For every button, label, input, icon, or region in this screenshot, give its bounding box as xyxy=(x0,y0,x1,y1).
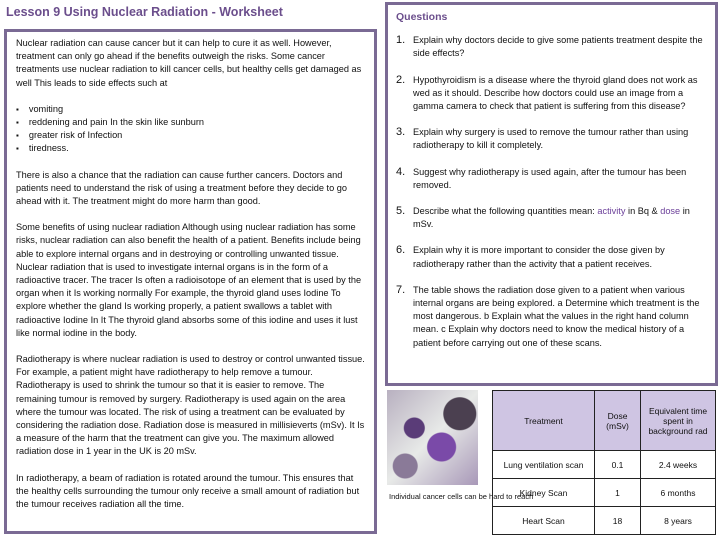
question-number: 6. xyxy=(396,244,406,257)
table-cell: 1 xyxy=(595,479,641,507)
question-number: 1. xyxy=(396,34,406,47)
highlight-activity: activity xyxy=(597,206,626,217)
cancer-cells-image xyxy=(387,390,478,485)
table-cell: 0.1 xyxy=(595,451,641,479)
page-title: Lesson 9 Using Nuclear Radiation - Worksheet xyxy=(6,5,283,19)
question-text xyxy=(413,205,707,231)
reading-passage xyxy=(4,29,377,534)
questions-heading: Questions xyxy=(396,11,448,23)
table-row xyxy=(493,507,716,535)
column-header: Treatment xyxy=(493,391,595,451)
table-cell: Heart Scan xyxy=(493,507,595,535)
question xyxy=(396,166,707,192)
paragraph: Nuclear radiation can cause cancer but it can help to cure it as well. However, treatment can only go ahead if the benefits outweigh the risks. Some cancer treatments use nuclear radiation to kill cancer cells, but healthy cells get damaged as well This leads to side effects such at xyxy=(16,38,362,88)
table-cell: 2.4 weeks xyxy=(641,451,716,479)
table-row xyxy=(493,451,716,479)
table-row xyxy=(493,479,716,507)
table-cell: 8 years xyxy=(641,507,716,535)
list-item: ▪ greater risk of Infection xyxy=(16,129,365,142)
list-item: ▪ vomiting xyxy=(16,103,365,116)
question xyxy=(396,244,707,270)
question xyxy=(396,34,707,60)
question-text: Explain why it is more important to consider the dose given by radiotherapy rather than the activity that a patient receives. xyxy=(413,245,665,269)
paragraph: In radiotherapy, a beam of radiation is rotated around the tumour. This ensures that the healthy cells surrounding the tumour only receive a small amount of radiation but the tumour receives radiation all the time. xyxy=(16,472,360,510)
list-item: ▪ reddening and pain In the skin like sunburn xyxy=(16,116,365,129)
table-cell: 6 months xyxy=(641,479,716,507)
question-text: Explain why surgery is used to remove the tumour rather than using radiotherapy to kill it completely. xyxy=(413,127,689,151)
image-caption: Individual cancer cells can be hard to reach xyxy=(389,492,534,501)
question-number: 4. xyxy=(396,165,406,178)
question-number: 2. xyxy=(396,73,406,86)
side-effects-list xyxy=(16,103,365,156)
paragraph: Radiotherapy is where nuclear radiation is used to destroy or control unwanted tissue. For example, a patient might have radiotherapy to help remove a tumour. Radiotherapy is used to shrink the tumour so that it is easier to remove. The remaining tumour is removed by surgery. Radiotherapy is used again on the area where the tumour was located. The risk of using a treatment can be evaluated by considering the radiation dose. Radiation dose is measured in millisieverts (mSv). It Is a measure of the harm that the treatment can give you. The maximum allowed radiation dose in 1 year in the UK is 20 mSv. xyxy=(16,354,365,457)
paragraph: There is also a chance that the radiation can cause further cancers. Doctors and patients need to understand the risk of using a treatment before they decide to go ahead with it. The treatment might do more harm than good. xyxy=(16,169,347,207)
column-header: Dose (mSv) xyxy=(595,391,641,451)
table-cell: 18 xyxy=(595,507,641,535)
table-cell: Kidney Scan xyxy=(493,479,595,507)
paragraph: Some benefits of using nuclear radiation Although using nuclear radiation has some risks, nuclear radiation can also benefit the health of a patient. Benefits include being able to explore internal organs and in destroying or controlling unwanted tissue. Nuclear radiation that is used to investigate internal organs is in the form of a radioactive tracer. The tracer Is often a radioisotope of an element that is used by the organ when it Is working normally For example, the thyroid gland uses Iodine To explore whether the gland Is working properly, a patient swallows a tablet with radioactive Iodine In It The thyroid gland absorbs some of this iodine and uses it lust like normal iodine in the body. xyxy=(16,222,362,338)
text: in Bq & xyxy=(625,206,661,217)
list-item: ▪ tiredness. xyxy=(16,142,365,155)
highlight-dose: dose xyxy=(660,206,681,217)
text: in mSv. xyxy=(413,206,690,230)
question-text: Suggest why radiotherapy is used again, after the tumour has been removed. xyxy=(413,166,687,190)
question-number: 7. xyxy=(396,283,406,296)
question xyxy=(396,205,707,231)
question-number: 3. xyxy=(396,126,406,139)
table-cell: Lung ventilation scan xyxy=(493,451,595,479)
question-text: Hypothyroidism is a disease where the thyroid gland does not work as wed as it should. Describe how doctors could use an image from a gamma camera to check that patient is suffering from this disease? xyxy=(413,74,698,112)
question-text: The table shows the radiation dose given to a patient when various internal organs are being explored. a Determine which treatment is the most dangerous. b Explain what the values in the right hand column mean. c Explain why doctors need to know the medical history of a patient before carrying out one of these scans. xyxy=(413,284,700,348)
question xyxy=(396,74,707,114)
radiation-dose-table xyxy=(492,390,716,535)
question-number: 5. xyxy=(396,205,406,218)
text: Describe what the following quantities mean: xyxy=(413,206,598,217)
questions-box xyxy=(385,2,718,386)
column-header: Equivalent time spent in background rad xyxy=(641,391,716,451)
question-text: Explain why doctors decide to give some patients treatment despite the side effects? xyxy=(413,35,703,59)
question xyxy=(396,126,707,152)
question xyxy=(396,284,707,350)
